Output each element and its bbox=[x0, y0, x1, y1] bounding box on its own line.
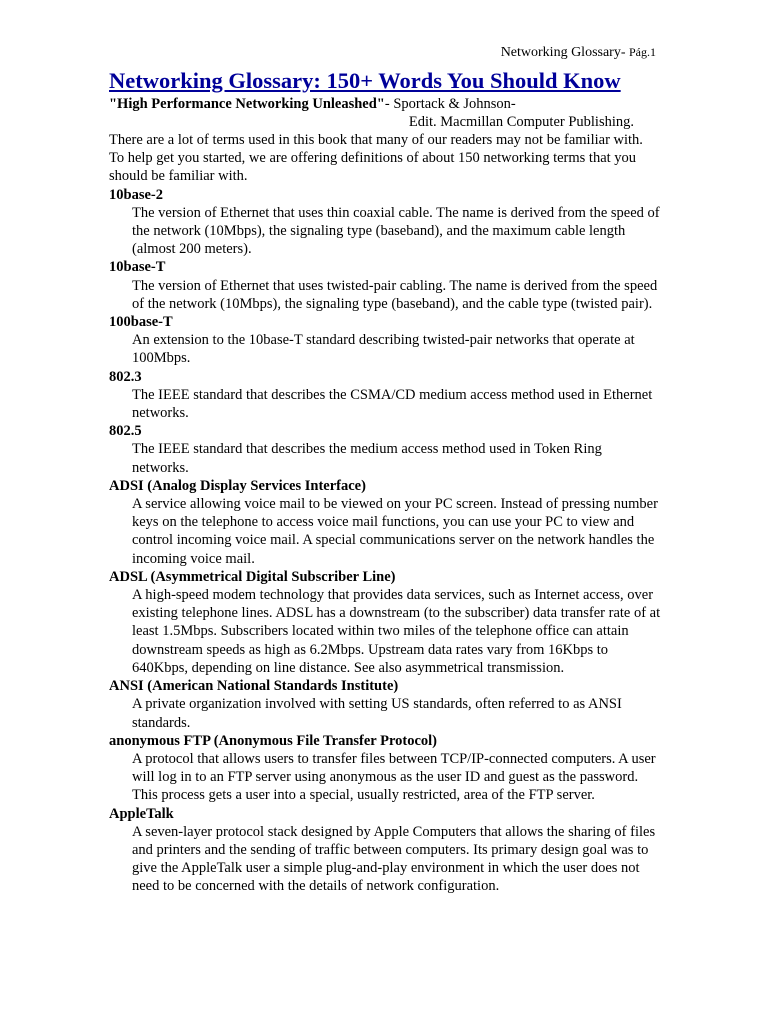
glossary-term: 10base-T bbox=[109, 259, 166, 276]
glossary-entry bbox=[109, 568, 661, 677]
glossary-term: AppleTalk bbox=[109, 805, 174, 822]
glossary-list bbox=[109, 186, 661, 896]
glossary-definition: A high-speed modem technology that provides data services, such as Internet access, over existing telephone lines. ADSL has a downstream (to the subscriber) data transfer rate of at least 1.5Mbps. Subscribers located within two miles of the telephone office can attain downstream speeds as high as 6.2Mbps. Upstream data rates vary from 16Kbps to 640Kbps, depending on line distance. See also asymmetrical transmission. bbox=[132, 587, 661, 676]
page-number: Pág.1 bbox=[629, 45, 656, 59]
glossary-term: anonymous FTP (Anonymous File Transfer Protocol) bbox=[109, 732, 438, 749]
glossary-term: ANSI (American National Standards Institute) bbox=[109, 678, 399, 695]
glossary-entry bbox=[109, 368, 661, 423]
glossary-term: 10base-2 bbox=[109, 186, 163, 203]
glossary-entry bbox=[109, 805, 661, 896]
glossary-definition: A protocol that allows users to transfer files between TCP/IP-connected computers. A user will log in to an FTP server using anonymous as the user ID and guest as the password. This process gets a user into a special, usually restricted, area of the FTP server. bbox=[132, 750, 656, 804]
glossary-definition: The IEEE standard that describes the medium access method used in Token Ring networks. bbox=[132, 441, 602, 476]
glossary-entry bbox=[109, 186, 661, 259]
glossary-definition: The version of Ethernet that uses thin coaxial cable. The name is derived from the speed of the network (10Mbps), the signaling type (baseband), and the maximum cable length (almost 200 meters). bbox=[132, 204, 660, 258]
glossary-definition: The IEEE standard that describes the CSMA/CD medium access method used in Ethernet networks. bbox=[132, 386, 653, 422]
book-title: "High Performance Networking Unleashed" bbox=[109, 96, 385, 112]
running-header-title: Networking Glossary- bbox=[500, 45, 629, 60]
book-authors: - Sportack & Johnson- bbox=[384, 96, 516, 112]
publisher-line: Edit. Macmillan Computer Publishing. bbox=[408, 114, 634, 130]
glossary-definition: A service allowing voice mail to be viewed on your PC screen. Instead of pressing number keys on the telephone to access voice mail functions, you can use your PC to view and control incoming voice mail. A special communications server on the network handles the incoming voice mail. bbox=[132, 496, 658, 567]
running-header bbox=[501, 45, 656, 61]
glossary-definition: The version of Ethernet that uses twisted-pair cabling. The name is derived from the speed of the network (10Mbps), the signaling type (baseband), and the cable type (twisted pair). bbox=[132, 277, 658, 312]
glossary-entry bbox=[109, 422, 661, 477]
intro-paragraph: There are a lot of terms used in this book that many of our readers may not be familiar with. To help get you started, we are offering definitions of about 150 networking terms that you should be familiar with. bbox=[109, 132, 643, 185]
source-line bbox=[109, 95, 661, 113]
glossary-term: 802.5 bbox=[109, 423, 142, 440]
glossary-entry bbox=[109, 477, 661, 568]
glossary-term: ADSL (Asymmetrical Digital Subscriber Line) bbox=[109, 568, 396, 585]
glossary-term: 802.3 bbox=[109, 368, 142, 385]
glossary-entry bbox=[109, 258, 661, 313]
glossary-entry bbox=[109, 677, 661, 732]
document-body bbox=[109, 67, 661, 896]
glossary-term: 100base-T bbox=[109, 314, 173, 331]
glossary-definition: A private organization involved with setting US standards, often referred to as ANSI standards. bbox=[132, 696, 622, 731]
glossary-definition: An extension to the 10base-T standard describing twisted-pair networks that operate at 100Mbps. bbox=[132, 332, 635, 367]
document-title: Networking Glossary: 150+ Words You Should Know bbox=[109, 68, 621, 93]
glossary-entry bbox=[109, 732, 661, 805]
glossary-entry bbox=[109, 313, 661, 368]
glossary-definition: A seven-layer protocol stack designed by Apple Computers that allows the sharing of files and printers and the sending of traffic between computers. Its primary design goal was to give the AppleTalk user a simple plug-and-play environment in which the user does not need to be concerned with the details of network configuration. bbox=[132, 823, 656, 895]
glossary-term: ADSI (Analog Display Services Interface) bbox=[109, 477, 366, 494]
